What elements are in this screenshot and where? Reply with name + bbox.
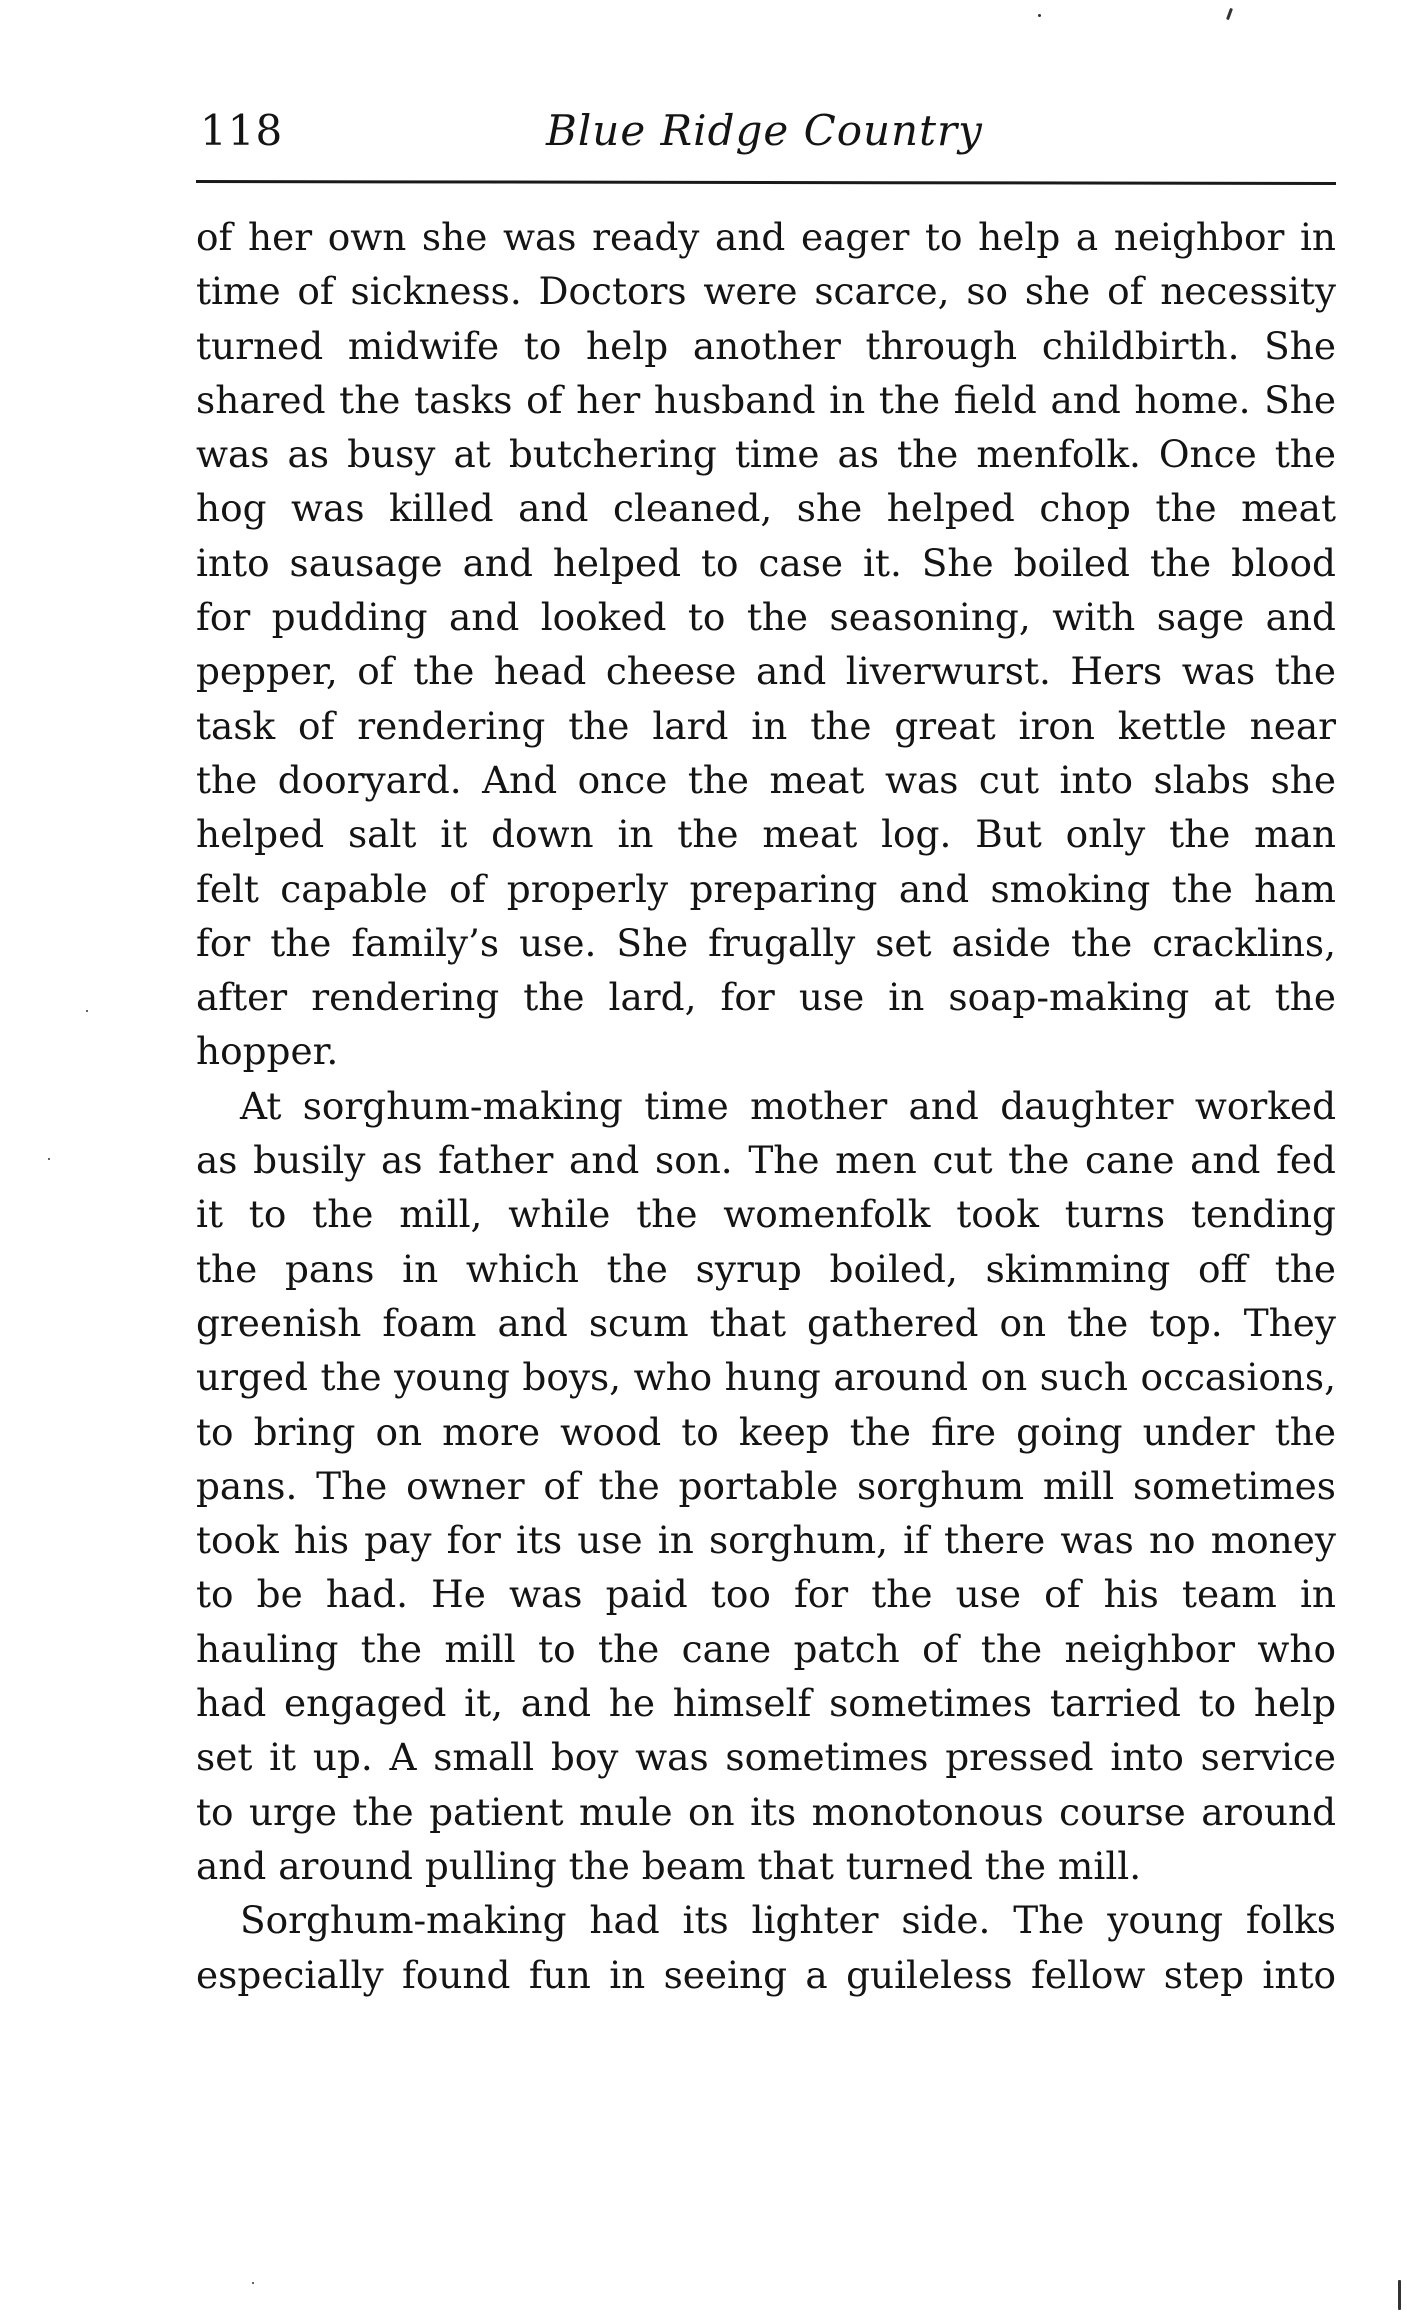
text-line: and around pulling the beam that turned the mill. [196,1843,1142,1888]
header-rule [196,180,1336,185]
scan-speck [1226,8,1233,20]
text-line: it to the mill, while the womenfolk took turns tending [196,1192,1336,1237]
scan-speck [86,1010,88,1012]
text-line: the pans in which the syrup boiled, skimming off the [196,1246,1336,1291]
text-line: turned midwife to help another through childbirth. She [196,323,1336,368]
text-line: into sausage and helped to case it. She boiled the blood [196,540,1336,585]
text-line: greenish foam and scum that gathered on the top. They [196,1300,1336,1345]
scan-speck [1038,14,1041,17]
text-line: especially found fun in seeing a guileless fellow step into [196,1952,1336,1997]
text-line: to urge the patient mule on its monotonous course around [196,1789,1336,1834]
text-line: hopper. [196,1029,339,1074]
scan-speck [1398,2280,1401,2310]
text-line: as busily as father and son. The men cut the cane and fed [196,1138,1336,1183]
scan-speck [48,1158,50,1160]
text-line: helped salt it down in the meat log. But only the man [196,812,1336,857]
text-line: pans. The owner of the portable sorghum mill sometimes [196,1463,1336,1508]
text-line: set it up. A small boy was sometimes pressed into service [196,1735,1336,1780]
text-line: was as busy at butchering time as the menfolk. Once the [196,432,1336,477]
text-line: shared the tasks of her husband in the field and home. She [196,377,1336,422]
text-line: to be had. He was paid too for the use of his team in [196,1572,1336,1617]
text-line: felt capable of properly preparing and smoking the ham [196,866,1336,911]
page-number: 118 [200,106,284,155]
text-line: At sorghum-making time mother and daughter worked [240,1083,1336,1128]
text-line: to bring on more wood to keep the fire going under the [196,1409,1336,1454]
text-line: hog was killed and cleaned, she helped chop the meat [196,486,1336,531]
text-line: time of sickness. Doctors were scarce, so she of necessity [196,269,1336,314]
scan-speck [252,2282,254,2284]
text-line: task of rendering the lard in the great iron kettle near [196,703,1336,748]
text-line: of her own she was ready and eager to help a neighbor in [196,215,1336,259]
text-line: had engaged it, and he himself sometimes tarried to help [196,1681,1336,1726]
text-line: took his pay for its use in sorghum, if there was no money [196,1518,1336,1563]
text-line: pepper, of the head cheese and liverwurst. Hers was the [196,649,1336,694]
text-line: hauling the mill to the cane patch of the neighbor who [196,1626,1336,1671]
running-title: Blue Ridge Country [546,106,983,155]
text-line: for the family’s use. She frugally set aside the cracklins, [196,920,1336,965]
text-line: Sorghum-making had its lighter side. The young folks [240,1898,1336,1943]
text-line: after rendering the lard, for use in soap-making at the [196,975,1336,1020]
body-text [196,210,1336,2002]
text-line: urged the young boys, who hung around on such occasions, [196,1355,1336,1400]
text-line: the dooryard. And once the meat was cut into slabs she [196,757,1336,802]
text-line: for pudding and looked to the seasoning, with sage and [196,595,1336,640]
page-header [200,96,1335,166]
